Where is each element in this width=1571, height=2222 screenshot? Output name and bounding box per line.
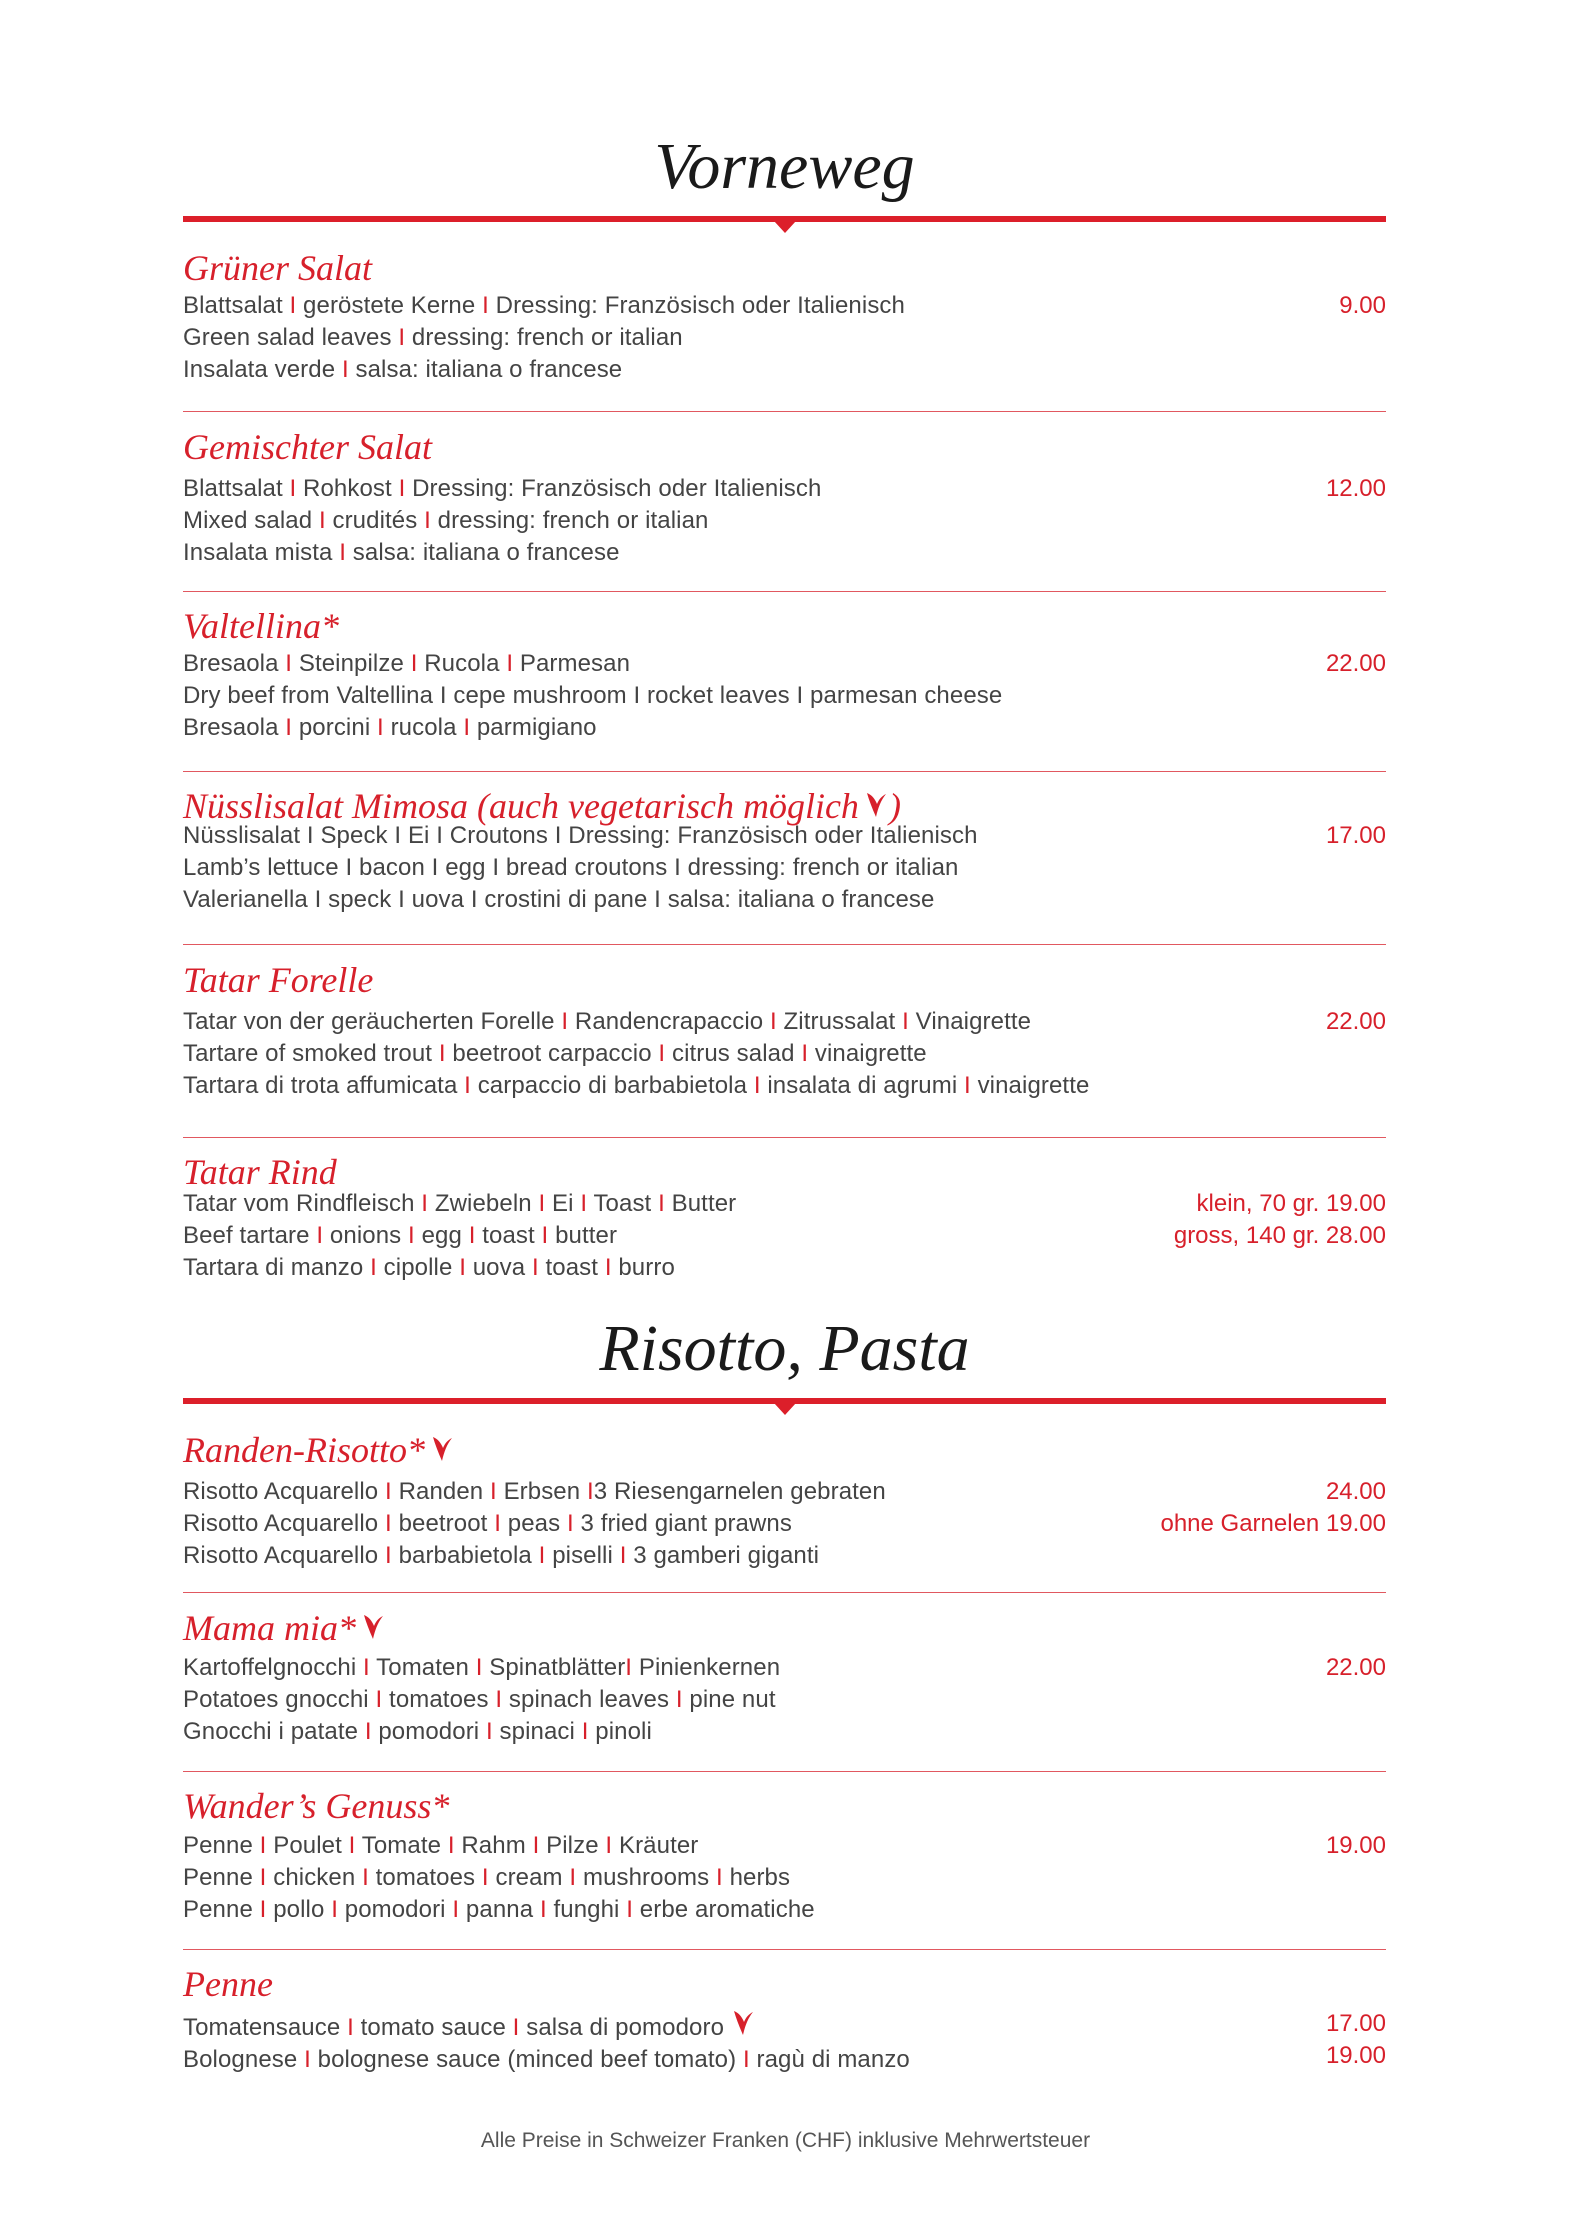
section-divider-bar [183, 1398, 1386, 1404]
item-price-small: klein, 70 gr. 19.00 [1196, 1190, 1386, 1217]
item-name: Mama mia* [183, 1608, 356, 1648]
separator: I [538, 1190, 546, 1217]
item-description [183, 473, 1386, 569]
desc-text: Tartara di manzo [183, 1254, 371, 1281]
separator: I [452, 1896, 460, 1923]
desc-text: Spinatblätter [482, 1654, 626, 1681]
separator: I [447, 1832, 455, 1859]
separator: I [377, 714, 384, 741]
section-title-vorneweg: Vorneweg [654, 130, 915, 203]
desc-text: Tatar von der geräucherten Forelle [183, 1008, 562, 1035]
item-name: Gemischter Salat [183, 427, 432, 467]
separator: I [561, 1008, 569, 1035]
separator: I [485, 1718, 493, 1745]
desc-line [183, 1476, 1386, 1508]
desc-text: Kräuter [612, 1832, 699, 1859]
separator: I [259, 1896, 267, 1923]
desc-line [183, 680, 1386, 712]
item-name: Tatar Rind [183, 1152, 337, 1192]
menu-item-tatar-forelle [183, 958, 1386, 1102]
separator: I [566, 1510, 574, 1537]
desc-text: 3 gamberi giganti [626, 1542, 820, 1569]
item-price: 24.00 [1325, 1478, 1386, 1505]
desc-text: Zitrussalat [776, 1008, 903, 1035]
desc-text: Tomatensauce [183, 2014, 348, 2041]
separator: I [410, 650, 418, 677]
desc-text: Pinienkernen [632, 1654, 781, 1681]
item-divider [183, 591, 1386, 592]
item-price-alt: ohne Garnelen 19.00 [1160, 1510, 1386, 1537]
desc-text: Tatar vom Rindfleisch [183, 1190, 422, 1217]
desc-text: porcini [292, 714, 378, 741]
item-description [183, 2008, 1386, 2076]
separator: I [318, 507, 326, 534]
desc-text: Penne [183, 1832, 260, 1859]
desc-text: ragù di manzo [749, 2046, 910, 2073]
veg-leaf-icon [360, 1612, 386, 1642]
desc-text: Gnocchi i patate [183, 1718, 365, 1745]
separator: I [364, 1718, 372, 1745]
separator: I [285, 650, 293, 677]
desc-text: Steinpilze [292, 650, 411, 677]
item-name: Wander’s Genuss* [183, 1786, 450, 1826]
desc-line [183, 1830, 1386, 1862]
menu-item-mama-mia [183, 1606, 1386, 1748]
separator: I [569, 1864, 577, 1891]
desc-text: Bresaola [183, 650, 286, 677]
separator: I [675, 1686, 683, 1713]
desc-line-row [183, 2008, 1386, 2044]
desc-text: Bolognese [183, 2046, 305, 2073]
desc-text: Toast [587, 1190, 659, 1217]
desc-text: Nüsslisalat I Speck I Ei I Croutons I Dressing: Französisch oder Italienisch [183, 822, 978, 849]
menu-item-valtellina [183, 604, 1386, 744]
desc-text: Parmesan [513, 650, 631, 677]
item-divider [183, 1137, 1386, 1138]
desc-line [183, 1070, 1386, 1102]
separator: I [331, 1896, 338, 1923]
desc-text: Mixed salad [183, 507, 319, 534]
desc-text: Insalata verde [183, 356, 342, 383]
desc-text: Poulet [266, 1832, 349, 1859]
desc-text: Risotto Acquarello [183, 1478, 386, 1505]
bar-notch [774, 221, 796, 233]
desc-line [183, 537, 1386, 569]
separator: I [464, 1072, 471, 1099]
separator: I [512, 2014, 520, 2041]
separator: I [339, 539, 347, 566]
desc-text: salsa: italiana o francese [346, 539, 620, 566]
desc-text: panna [459, 1896, 540, 1923]
desc-text: Insalata mista [183, 539, 340, 566]
desc-line [183, 354, 1386, 386]
desc-text: Tomate [355, 1832, 448, 1859]
section-title-risotto-pasta: Risotto, Pasta [599, 1312, 970, 1385]
desc-text: barbabietola [391, 1542, 539, 1569]
desc-text: crudités [325, 507, 425, 534]
desc-text: Potatoes gnocchi [183, 1686, 376, 1713]
separator: I [259, 1832, 267, 1859]
desc-text: Risotto Acquarello [183, 1542, 386, 1569]
item-price-bolognese: 19.00 [1325, 2042, 1386, 2069]
item-price: 19.00 [1325, 1832, 1386, 1859]
desc-text: Tomaten [369, 1654, 476, 1681]
desc-text: carpaccio di barbabietola [470, 1072, 754, 1099]
desc-text: vinaigrette [808, 1040, 927, 1067]
desc-text: Kartoffelgnocchi [183, 1654, 364, 1681]
separator: I [363, 1654, 370, 1681]
separator: I [375, 1686, 383, 1713]
separator: I [468, 1222, 476, 1249]
desc-text: Pilze [539, 1832, 606, 1859]
separator: I [625, 1654, 633, 1681]
desc-line [183, 884, 1386, 916]
separator: I [964, 1072, 971, 1099]
separator: I [495, 1686, 503, 1713]
separator: I [538, 1542, 546, 1569]
item-divider [183, 1592, 1386, 1593]
separator: I [362, 1864, 369, 1891]
item-description [183, 1830, 1386, 1926]
veg-leaf-icon [863, 790, 889, 820]
desc-text: Dressing: Französisch oder Italienisch [488, 292, 905, 319]
desc-text: Blattsalat [183, 475, 290, 502]
desc-text: Lamb’s lettuce I bacon I egg I bread croutons I dressing: french or italian [183, 854, 959, 881]
separator: I [385, 1478, 392, 1505]
item-name-row [183, 1606, 1386, 1650]
desc-text: cream [488, 1864, 570, 1891]
desc-line [183, 1252, 1386, 1284]
desc-text: rucola [383, 714, 464, 741]
separator: I [580, 1190, 588, 1217]
desc-line [183, 1652, 1386, 1684]
desc-text: Dry beef from Valtellina I cepe mushroom I rocket leaves I parmesan cheese [183, 682, 1003, 709]
item-price: 17.00 [1325, 822, 1386, 849]
desc-text: burro [611, 1254, 675, 1281]
separator: I [398, 475, 406, 502]
separator: I [289, 475, 297, 502]
item-description [183, 1006, 1386, 1102]
separator: I [259, 1864, 267, 1891]
separator: I [289, 292, 297, 319]
separator: I [769, 1008, 777, 1035]
desc-text: Penne [183, 1896, 260, 1923]
item-description [183, 648, 1386, 744]
menu-item-tatar-rind [183, 1150, 1386, 1284]
desc-text: 3 Riesengarnelen gebraten [593, 1478, 886, 1505]
desc-text: citrus salad [665, 1040, 802, 1067]
item-price: 22.00 [1325, 1008, 1386, 1035]
desc-text: salsa: italiana o francese [348, 356, 623, 383]
separator: I [581, 1718, 589, 1745]
item-divider [183, 1771, 1386, 1772]
separator: I [481, 1864, 489, 1891]
desc-text: mushrooms [576, 1864, 717, 1891]
desc-text: herbs [722, 1864, 791, 1891]
item-name-suffix: ) [888, 786, 901, 826]
separator: I [658, 1190, 665, 1217]
desc-text: toast [475, 1222, 542, 1249]
desc-text: Green salad leaves [183, 324, 399, 351]
separator: I [398, 324, 406, 351]
desc-line [183, 2044, 1386, 2076]
desc-text: insalata di agrumi [760, 1072, 965, 1099]
desc-text: pinoli [588, 1718, 652, 1745]
desc-line [183, 473, 1386, 505]
separator: I [347, 2014, 354, 2041]
desc-line [183, 1540, 1386, 1572]
item-name-row [183, 1428, 1386, 1472]
item-name: Penne [183, 1964, 273, 2004]
desc-text: Risotto Acquarello [183, 1510, 386, 1537]
separator: I [459, 1254, 466, 1281]
separator: I [902, 1008, 909, 1035]
desc-line [183, 322, 1386, 354]
item-description [183, 1476, 1386, 1572]
desc-text: Tartara di trota affumicata [183, 1072, 465, 1099]
desc-text: chicken [266, 1864, 363, 1891]
desc-text: onions [323, 1222, 409, 1249]
desc-line [183, 1862, 1386, 1894]
desc-text: beetroot [391, 1510, 495, 1537]
desc-text: funghi [546, 1896, 627, 1923]
desc-text: Randencrapaccio [568, 1008, 770, 1035]
desc-text: tomatoes [368, 1864, 482, 1891]
bar-notch [774, 1403, 796, 1415]
separator: I [408, 1222, 415, 1249]
separator: I [475, 1654, 483, 1681]
separator: I [658, 1040, 666, 1067]
separator: I [586, 1478, 594, 1505]
desc-line [183, 1716, 1386, 1748]
desc-line [183, 852, 1386, 884]
item-description [183, 1188, 1386, 1284]
item-name: Randen-Risotto* [183, 1430, 425, 1470]
desc-text: beetroot carpaccio [445, 1040, 659, 1067]
desc-line [183, 1006, 1386, 1038]
desc-text: Bresaola [183, 714, 286, 741]
separator: I [370, 1254, 377, 1281]
desc-text: Penne [183, 1864, 260, 1891]
desc-text: pine nut [682, 1686, 776, 1713]
veg-leaf-icon [730, 2008, 756, 2038]
item-divider [183, 411, 1386, 412]
desc-text: dressing: french or italian [405, 324, 683, 351]
desc-text: salsa di pomodoro [519, 2014, 725, 2041]
separator: I [541, 1222, 549, 1249]
item-divider [183, 771, 1386, 772]
desc-text: erbe aromatiche [633, 1896, 815, 1923]
item-description [183, 820, 1386, 916]
menu-item-nuesslisalat-mimosa [183, 784, 1386, 916]
desc-text: Valerianella I speck I uova I crostini di pane I salsa: italiana o francese [183, 886, 935, 913]
desc-line [183, 1684, 1386, 1716]
desc-text: parmigiano [470, 714, 597, 741]
separator: I [385, 1542, 392, 1569]
desc-line [183, 1038, 1386, 1070]
desc-text: pollo [266, 1896, 332, 1923]
separator: I [463, 714, 471, 741]
separator: I [532, 1832, 540, 1859]
desc-text: dressing: french or italian [430, 507, 709, 534]
desc-text: Rahm [454, 1832, 533, 1859]
desc-text: Blattsalat [183, 292, 290, 319]
desc-text: egg [414, 1222, 469, 1249]
desc-text: Rohkost [296, 475, 399, 502]
item-divider [183, 944, 1386, 945]
desc-text: geröstete Kerne [296, 292, 483, 319]
veg-leaf-icon [429, 1434, 455, 1464]
menu-item-gemischter-salat [183, 425, 1386, 569]
item-price: 9.00 [1339, 292, 1386, 319]
desc-text: spinach leaves [502, 1686, 676, 1713]
separator: I [490, 1478, 497, 1505]
desc-text: Zwiebeln [428, 1190, 539, 1217]
separator: I [424, 507, 431, 534]
item-price-large: gross, 140 gr. 28.00 [1173, 1222, 1386, 1249]
footer-note: Alle Preise in Schweizer Franken (CHF) inklusive Mehrwertsteuer [480, 2129, 1091, 2152]
separator: I [604, 1254, 612, 1281]
desc-text: pomodori [337, 1896, 453, 1923]
desc-text: tomatoes [382, 1686, 496, 1713]
desc-text: Ei [545, 1190, 581, 1217]
menu-item-gruener-salat [183, 246, 1386, 386]
separator: I [753, 1072, 761, 1099]
separator: I [482, 292, 489, 319]
separator: I [285, 714, 293, 741]
desc-text: Beef tartare [183, 1222, 317, 1249]
desc-text: Tartare of smoked trout [183, 1040, 439, 1067]
item-price: 22.00 [1325, 1654, 1386, 1681]
desc-text: toast [538, 1254, 605, 1281]
separator: I [619, 1542, 627, 1569]
desc-line [183, 820, 1386, 852]
desc-text: Rucola [417, 650, 507, 677]
item-description [183, 1652, 1386, 1748]
menu-item-wanders-genuss [183, 1784, 1386, 1926]
desc-text: pomodori [371, 1718, 486, 1745]
separator: I [421, 1190, 429, 1217]
separator: I [385, 1510, 392, 1537]
item-price-tomato: 17.00 [1325, 2010, 1386, 2037]
item-price: 12.00 [1325, 475, 1386, 502]
separator: I [531, 1254, 539, 1281]
desc-text: piselli [545, 1542, 620, 1569]
desc-text: peas [500, 1510, 567, 1537]
menu-item-penne [183, 1962, 1386, 2076]
separator: I [716, 1864, 723, 1891]
separator: I [626, 1896, 634, 1923]
item-description [183, 290, 1386, 386]
desc-text: Dressing: Französisch oder Italienisch [405, 475, 822, 502]
desc-text: Butter [664, 1190, 737, 1217]
separator: I [438, 1040, 446, 1067]
separator: I [506, 650, 514, 677]
separator: I [742, 2046, 750, 2073]
desc-text: tomato sauce [353, 2014, 513, 2041]
menu-item-randen-risotto [183, 1428, 1386, 1572]
separator: I [494, 1510, 501, 1537]
menu-content [183, 0, 1386, 2222]
item-name: Valtellina* [183, 606, 339, 646]
desc-text: Erbsen [496, 1478, 587, 1505]
separator: I [348, 1832, 356, 1859]
desc-text: 3 fried giant prawns [573, 1510, 792, 1537]
item-name: Nüsslisalat Mimosa (auch vegetarisch möglich [183, 786, 859, 826]
desc-text: spinaci [492, 1718, 582, 1745]
separator: I [316, 1222, 324, 1249]
separator: I [341, 356, 349, 383]
desc-line [183, 290, 1386, 322]
desc-text: vinaigrette [970, 1072, 1090, 1099]
desc-text: Vinaigrette [908, 1008, 1032, 1035]
desc-text: uova [465, 1254, 532, 1281]
desc-text: cipolle [376, 1254, 460, 1281]
item-price: 22.00 [1325, 650, 1386, 677]
desc-line [183, 712, 1386, 744]
desc-line [183, 2014, 724, 2041]
desc-line [183, 505, 1386, 537]
separator: I [304, 2046, 311, 2073]
item-name: Tatar Forelle [183, 960, 374, 1000]
desc-line [183, 1894, 1386, 1926]
item-divider [183, 1949, 1386, 1950]
desc-line [183, 648, 1386, 680]
desc-text: bolognese sauce (minced beef tomato) [310, 2046, 743, 2073]
separator: I [801, 1040, 809, 1067]
separator: I [539, 1896, 547, 1923]
item-name: Grüner Salat [183, 248, 372, 288]
section-divider-bar [183, 216, 1386, 222]
desc-text: Randen [391, 1478, 491, 1505]
separator: I [605, 1832, 613, 1859]
desc-text: butter [548, 1222, 618, 1249]
